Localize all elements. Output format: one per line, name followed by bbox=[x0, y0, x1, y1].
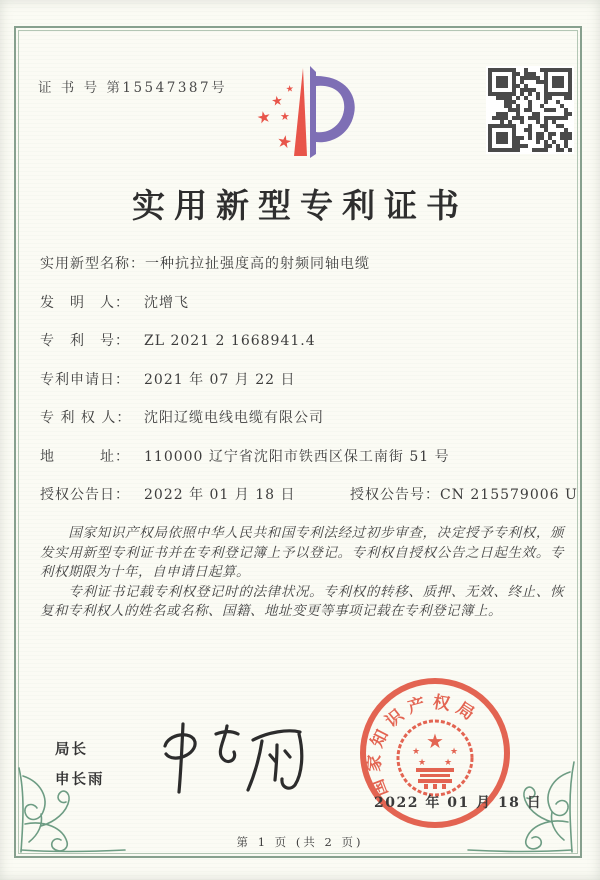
field-value: 2022 年 01 月 18 日 bbox=[144, 487, 296, 503]
certificate-title: 实用新型专利证书 bbox=[132, 186, 468, 225]
field-utility-model-name bbox=[40, 254, 564, 274]
field-grant-date bbox=[40, 487, 296, 503]
field-value: CN 215579006 U bbox=[439, 487, 578, 503]
svg-text:★: ★ bbox=[449, 747, 459, 757]
field-value: 2021 年 07 月 22 日 bbox=[144, 371, 296, 388]
field-value: 一种抗拉扯强度高的射频同轴电缆 bbox=[145, 256, 370, 272]
field-grant-number bbox=[350, 487, 578, 503]
field-label: 实用新型名称： bbox=[40, 256, 145, 272]
corner-flourish-icon bbox=[15, 764, 129, 856]
signer-title: 局长 bbox=[55, 741, 88, 758]
field-label: 发 明 人： bbox=[40, 294, 130, 311]
field-label: 专利申请日： bbox=[40, 371, 130, 388]
qr-code bbox=[486, 66, 574, 154]
field-inventor bbox=[40, 293, 564, 313]
svg-text:★: ★ bbox=[270, 93, 285, 110]
page-number: 第 1 页 (共 2 页) bbox=[236, 835, 364, 849]
certificate-fields bbox=[40, 254, 578, 505]
field-patent-number bbox=[40, 331, 564, 351]
svg-text:★: ★ bbox=[426, 729, 444, 753]
field-patentee bbox=[40, 408, 564, 428]
svg-text:★: ★ bbox=[285, 84, 295, 95]
field-label: 专 利 号： bbox=[40, 333, 130, 349]
field-value: ZL 2021 2 1668941.4 bbox=[144, 333, 316, 349]
svg-text:★: ★ bbox=[417, 758, 427, 768]
field-value: 110000 辽宁省沈阳市铁西区保工南街 51 号 bbox=[144, 448, 450, 465]
legal-text bbox=[40, 524, 564, 622]
field-label: 专 利 权 人： bbox=[40, 410, 132, 426]
field-label: 地 址： bbox=[40, 448, 130, 465]
field-label: 授权公告日： bbox=[40, 487, 130, 503]
field-application-date bbox=[40, 370, 564, 390]
legal-paragraph-1: 国家知识产权局依照中华人民共和国专利法经过初步审查，决定授予专利权，颁发实用新型专利证书并在专利登记簿上予以登记。专利权自授权公告之日起生效。专利权期限为十年，自申请日起算。 bbox=[40, 525, 564, 580]
seal-text: 国家知识产权局 bbox=[364, 692, 483, 800]
field-address bbox=[40, 447, 564, 467]
svg-text:★: ★ bbox=[280, 110, 290, 123]
field-grant-date-and-number bbox=[40, 485, 578, 505]
seal-date: 2022 年 01 月 18 日 bbox=[374, 795, 543, 811]
svg-text:★: ★ bbox=[275, 131, 294, 154]
svg-text:★: ★ bbox=[254, 106, 273, 128]
field-value: 沈阳辽缆电线电缆有限公司 bbox=[144, 410, 324, 426]
field-value: 沈增飞 bbox=[144, 294, 189, 311]
signer-name: 申长雨 bbox=[55, 771, 105, 788]
svg-text:★: ★ bbox=[411, 747, 421, 757]
signature-shen-changyu bbox=[150, 710, 325, 808]
legal-paragraph-2: 专利证书记载专利权登记时的法律状况。专利权的转移、质押、无效、终止、恢复和专利权人的姓名或名称、国籍、地址变更等事项记载在专利登记簿上。 bbox=[40, 583, 564, 619]
cnipa-logo-icon bbox=[250, 62, 362, 164]
certificate-number: 证 书 号 第15547387号 bbox=[38, 80, 228, 96]
svg-text:★: ★ bbox=[443, 758, 453, 768]
field-label: 授权公告号： bbox=[349, 487, 440, 503]
